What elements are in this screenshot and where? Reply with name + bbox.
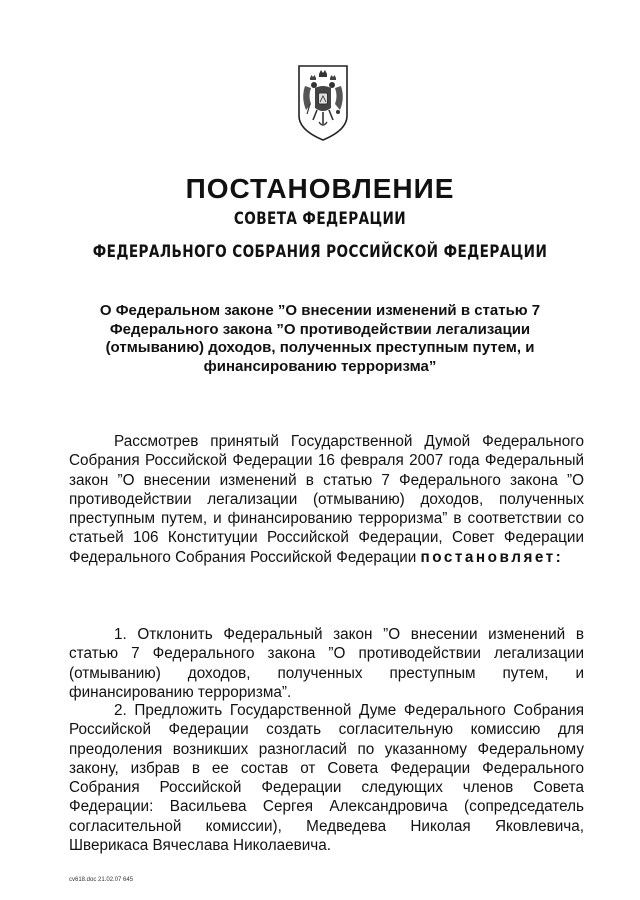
footer-file-reference: cv618.doc 21.02.07 645 xyxy=(69,877,134,883)
russian-coat-of-arms-icon xyxy=(297,64,349,142)
paragraph-2: 2. Предложить Государственной Думе Федерального Собрания Российской Федерации создать согласительную комиссию для преодоления возникших разногласий по указанному Федеральному закону, избрав в ее состав от Совета Федерации Федерального Собрания Российской Федерации следующих членов Совета Федерации: Васильева Сергея Александровича (сопредседатель согласительной комиссии), Медведева Николая Яковлевича, Шверикаса Вячеслава Николаевича. xyxy=(69,702,584,855)
document-subject: О Федеральном законе ”О внесении изменений в статью 7 Федерального закона ”О противодействии легализации (отмыванию) доходов, полученных преступным путем, и финансированию терроризма” xyxy=(99,302,541,375)
preamble-text: Рассмотрев принятый Государственной Думой Федерального Собрания Российской Федерации 16 февраля 2007 года Федеральный закон ”О внесении изменений в статью 7 Федерального закона ”О противодействии легализации (отмыванию) доходов, полученных преступным путем, и финансированию терроризма” в соответствии со статьей 106 Конституции Российской Федерации, Совет Федерации Федерального Собрания Российской Федерации xyxy=(69,433,584,566)
issuer-line-2: ФЕДЕРАЛЬНОГО СОБРАНИЯ РОССИЙСКОЙ ФЕДЕРАЦИИ xyxy=(92,242,548,262)
decree-word: постановляет: xyxy=(420,548,564,566)
preamble-paragraph xyxy=(69,432,584,567)
document-title: ПОСТАНОВЛЕНИЕ xyxy=(185,173,455,204)
issuer-line-1: СОВЕТА ФЕДЕРАЦИИ xyxy=(233,209,407,229)
paragraph-1: 1. Отклонить Федеральный закон ”О внесении изменений в статью 7 Федерального закона ”О противодействии легализации (отмыванию) доходов, полученных преступным путем, и финансированию терроризма”. xyxy=(69,626,584,701)
